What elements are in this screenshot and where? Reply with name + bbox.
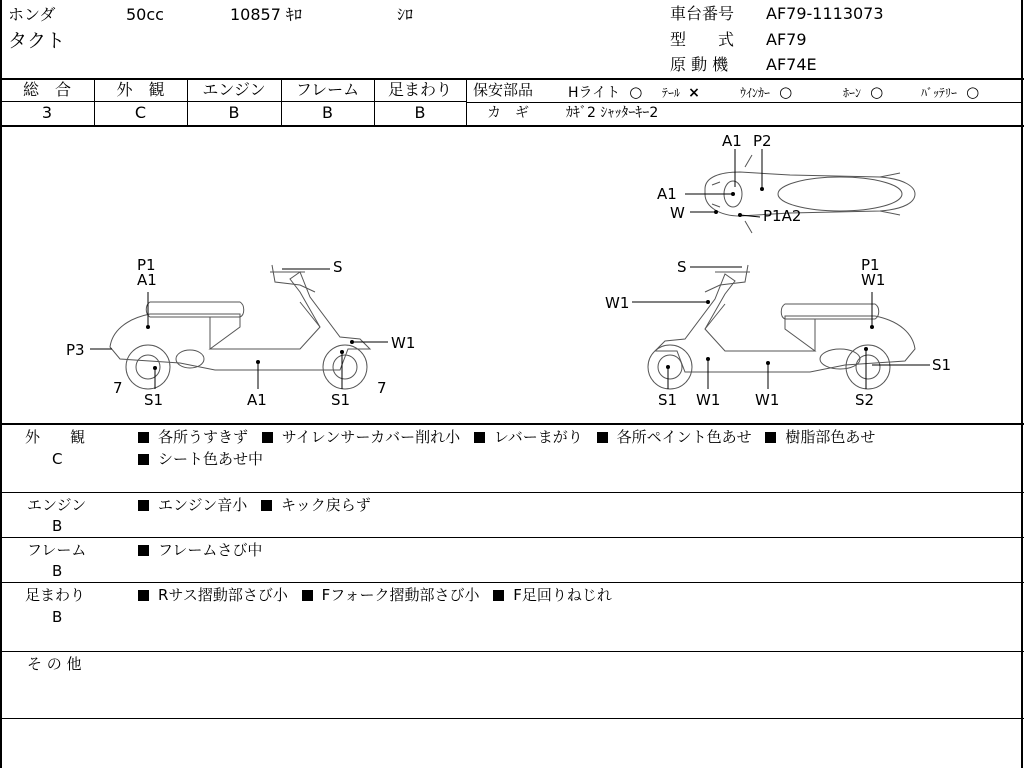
diag-left-7b: 7 bbox=[377, 379, 387, 397]
diag-left-s: S bbox=[333, 258, 343, 276]
color: ｼﾛ bbox=[397, 5, 414, 24]
grade-label-frame: フレーム bbox=[295, 80, 360, 99]
note-label-frame: フレーム bbox=[27, 541, 87, 559]
safety-item-tail bbox=[662, 82, 700, 101]
diag-right-s1-right: S1 bbox=[932, 356, 952, 374]
grade-label-suspension: 足まわり bbox=[387, 80, 452, 99]
safety-mark-headlight: ○ bbox=[629, 83, 643, 101]
safety-mark-horn: ○ bbox=[870, 83, 884, 101]
diag-top-a1b: A1 bbox=[657, 185, 677, 203]
note-item: 樹脂部色あせ bbox=[785, 428, 876, 446]
note-items-frame bbox=[138, 539, 271, 561]
note-item: 各所ペイント色あせ bbox=[616, 428, 752, 446]
diag-left-p3: P3 bbox=[66, 341, 85, 359]
note-item: キック戻らず bbox=[281, 496, 371, 514]
note-items-suspension bbox=[138, 584, 621, 606]
scooter-diagram bbox=[0, 127, 1024, 423]
grade-label-engine: エンジン bbox=[202, 80, 266, 99]
maker: ホンダ bbox=[8, 5, 56, 24]
safety-item-winker bbox=[740, 82, 792, 101]
safety-name-tail: ﾃｰﾙ bbox=[662, 86, 681, 100]
note-label-exterior: 外 観 bbox=[25, 428, 86, 446]
safety-name-winker: ｳｲﾝｶｰ bbox=[740, 86, 771, 100]
grade-value-overall: 3 bbox=[41, 103, 53, 122]
safety-name-battery: ﾊﾞｯﾃﾘｰ bbox=[921, 86, 958, 100]
diag-left-a1-bottom: A1 bbox=[247, 391, 267, 409]
key-label: カ ギ bbox=[487, 105, 529, 121]
note-items-exterior-2 bbox=[138, 448, 272, 470]
note-item: フレームさび中 bbox=[158, 541, 263, 559]
grade-value-frame: B bbox=[322, 103, 333, 122]
safety-name-horn: ﾎｰﾝ bbox=[843, 86, 862, 100]
rule-note-3 bbox=[0, 582, 1024, 583]
safety-label: 保安部品 bbox=[473, 81, 534, 99]
safety-item-battery bbox=[921, 82, 979, 101]
safety-name-headlight: Hライト bbox=[568, 85, 621, 101]
grade-sep-5 bbox=[466, 79, 467, 125]
safety-mark-winker: ○ bbox=[779, 83, 793, 101]
diag-top-w: W bbox=[670, 204, 685, 222]
note-grade-frame: B bbox=[52, 562, 63, 580]
diag-left-s1a: S1 bbox=[144, 391, 164, 409]
model-code: AF79 bbox=[766, 30, 807, 49]
note-item: エンジン音小 bbox=[158, 496, 248, 514]
safety-item-horn bbox=[843, 82, 883, 101]
diag-right-p1: P1 bbox=[861, 256, 880, 274]
note-item: 各所うすきず bbox=[158, 428, 249, 446]
safety-item-headlight bbox=[568, 82, 642, 101]
diag-right-w1-top: W1 bbox=[861, 271, 886, 289]
diag-right-w1-b: W1 bbox=[755, 391, 780, 409]
diag-left-7a: 7 bbox=[113, 379, 123, 397]
note-grade-engine: B bbox=[52, 517, 63, 535]
grade-value-exterior: C bbox=[134, 103, 147, 122]
note-items-exterior bbox=[138, 426, 884, 448]
grade-label-overall: 総 合 bbox=[22, 80, 71, 99]
diag-left-s1b: S1 bbox=[331, 391, 351, 409]
grade-value-engine: B bbox=[228, 103, 240, 122]
note-label-other: そ の 他 bbox=[27, 655, 82, 673]
note-label-suspension: 足まわり bbox=[25, 586, 86, 604]
rule-note-1 bbox=[0, 492, 1024, 493]
diag-right-w1-a: W1 bbox=[696, 391, 721, 409]
diag-left-p1: P1 bbox=[137, 256, 156, 274]
grade-value-suspension: B bbox=[414, 103, 426, 122]
top-scooter bbox=[705, 155, 915, 233]
diag-top-p2: P2 bbox=[753, 132, 772, 150]
engine-label: 原 動 機 bbox=[670, 55, 729, 74]
diag-left-a1-top: A1 bbox=[137, 271, 157, 289]
rule-note-4 bbox=[0, 651, 1024, 652]
frame-no: AF79-1113073 bbox=[766, 4, 884, 23]
note-item: Fフォーク摺動部さび小 bbox=[321, 586, 480, 604]
rule-note-2 bbox=[0, 537, 1024, 538]
diag-top-a1a: A1 bbox=[722, 132, 742, 150]
displacement: 50cc bbox=[126, 5, 164, 24]
diag-left-w1: W1 bbox=[391, 334, 416, 352]
model-code-label: 型 式 bbox=[670, 30, 735, 49]
note-items-engine bbox=[138, 494, 380, 516]
rule-safety-mid bbox=[466, 102, 1022, 103]
diag-right-w1-left: W1 bbox=[605, 294, 630, 312]
note-item: レバーまがり bbox=[493, 428, 583, 446]
diag-right-s1-bottom: S1 bbox=[658, 391, 678, 409]
engine-code: AF74E bbox=[766, 55, 817, 74]
model-name: タクト bbox=[8, 30, 66, 52]
note-item: Rサス摺動部さび小 bbox=[158, 586, 288, 604]
grade-label-exterior: 外 観 bbox=[116, 80, 165, 99]
rule-diagram-bottom bbox=[0, 423, 1024, 425]
diag-top-p1a2: P1A2 bbox=[763, 207, 802, 225]
diag-right-s2: S2 bbox=[855, 391, 875, 409]
note-label-engine: エンジン bbox=[27, 496, 87, 514]
frame-no-label: 車台番号 bbox=[670, 4, 735, 23]
rule-note-5 bbox=[0, 718, 1024, 719]
rule-grade-mid bbox=[0, 101, 466, 102]
note-item: シート色あせ中 bbox=[158, 450, 264, 468]
note-item: サイレンサーカバー削れ小 bbox=[281, 428, 461, 446]
note-grade-exterior: C bbox=[52, 450, 63, 468]
diag-right-s: S bbox=[677, 258, 687, 276]
note-grade-suspension: B bbox=[52, 608, 63, 626]
mileage: 10857 ｷﾛ bbox=[230, 5, 302, 24]
safety-mark-tail: × bbox=[688, 85, 700, 101]
key-value: ｶｷﾞ2 ｼｬｯﾀｰｷｰ2 bbox=[566, 105, 659, 121]
safety-mark-battery: ○ bbox=[966, 83, 980, 101]
note-item: F足回りねじれ bbox=[513, 586, 612, 604]
